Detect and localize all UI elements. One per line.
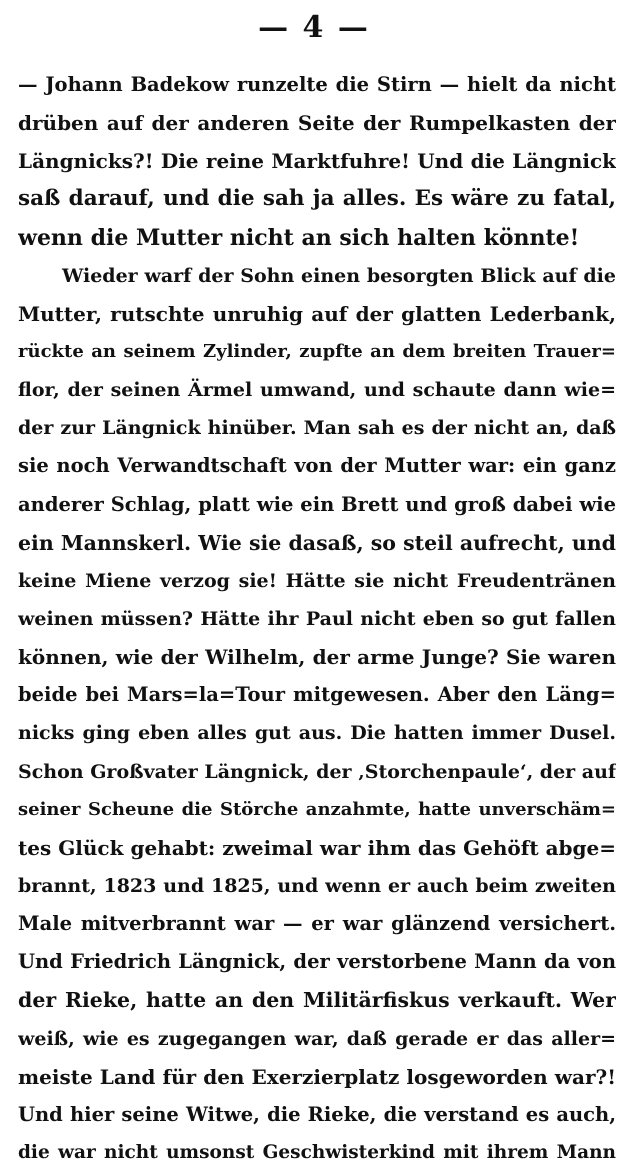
text-line: der zur Längnick hinüber. Man sah es der nicht an, daß bbox=[18, 417, 616, 440]
text-line: können, wie der Wilhelm, der arme Junge? Sie waren bbox=[18, 645, 616, 670]
text-line: meiste Land für den Exerzierplatz losgeworden war?! bbox=[18, 1064, 616, 1089]
text-line: brannt, 1823 und 1825, und wenn er auch beim zweiten bbox=[18, 874, 616, 897]
text-line: Schon Großvater Längnick, der ‚Storchenpaule‘, der auf bbox=[18, 760, 616, 783]
text-line: sie noch Verwandtschaft von der Mutter war: ein ganz bbox=[18, 454, 616, 478]
text-line: flor, der seinen Ärmel umwand, und schaute dann wie= bbox=[18, 379, 616, 402]
text-line: Und hier seine Witwe, die Rieke, die verstand es auch, bbox=[18, 1102, 616, 1126]
text-line: wenn die Mutter nicht an sich halten könnte! bbox=[18, 224, 580, 251]
text-line: ein Mannskerl. Wie sie dasaß, so steil aufrecht, und bbox=[18, 530, 616, 555]
text-line: rückte an seinem Zylinder, zupfte an dem breiten Trauer= bbox=[18, 340, 616, 362]
text-line: beide bei Mars=la=Tour mitgewesen. Aber den Läng= bbox=[18, 683, 616, 707]
text-line: weiß, wie es zugegangen war, daß gerade er das aller= bbox=[18, 1027, 616, 1050]
body-text bbox=[18, 66, 616, 1172]
text-line: tes Glück gehabt: zweimal war ihm das Gehöft abge= bbox=[18, 835, 616, 860]
text-line: drüben auf der anderen Seite der Rumpelkasten der bbox=[18, 111, 616, 136]
text-line: Und Friedrich Längnick, der verstorbene Mann da von bbox=[18, 950, 616, 974]
text-line: nicks ging eben alles gut aus. Die hatten immer Dusel. bbox=[18, 722, 616, 745]
text-line: Längnicks?! Die reine Marktfuhre! Und die Längnick bbox=[18, 149, 616, 174]
text-line: die war nicht umsonst Geschwisterkind mit ihrem Mann bbox=[18, 1141, 616, 1163]
page-number: — 4 — bbox=[258, 10, 370, 45]
text-line: weinen müssen? Hätte ihr Paul nicht eben so gut fallen bbox=[18, 607, 616, 630]
text-line: keine Miene verzog sie! Hätte sie nicht Freudentränen bbox=[18, 569, 616, 592]
text-line: seiner Scheune die Störche anzahmte, hatte unverschäm= bbox=[18, 798, 616, 820]
text-line: — Johann Badekow runzelte die Stirn — hielt da nicht bbox=[18, 73, 616, 96]
text-line: anderer Schlag, platt wie ein Brett und groß dabei wie bbox=[18, 492, 616, 516]
text-line: saß darauf, und die sah ja alles. Es wäre zu fatal, bbox=[18, 186, 616, 212]
text-line: Wieder warf der Sohn einen besorgten Blick auf die bbox=[62, 264, 616, 287]
text-line: der Rieke, hatte an den Militärfiskus verkauft. Wer bbox=[18, 988, 616, 1013]
text-line: Male mitverbrannt war — er war glänzend versichert. bbox=[18, 912, 616, 936]
text-line: Mutter, rutschte unruhig auf der glatten Lederbank, bbox=[18, 301, 616, 326]
